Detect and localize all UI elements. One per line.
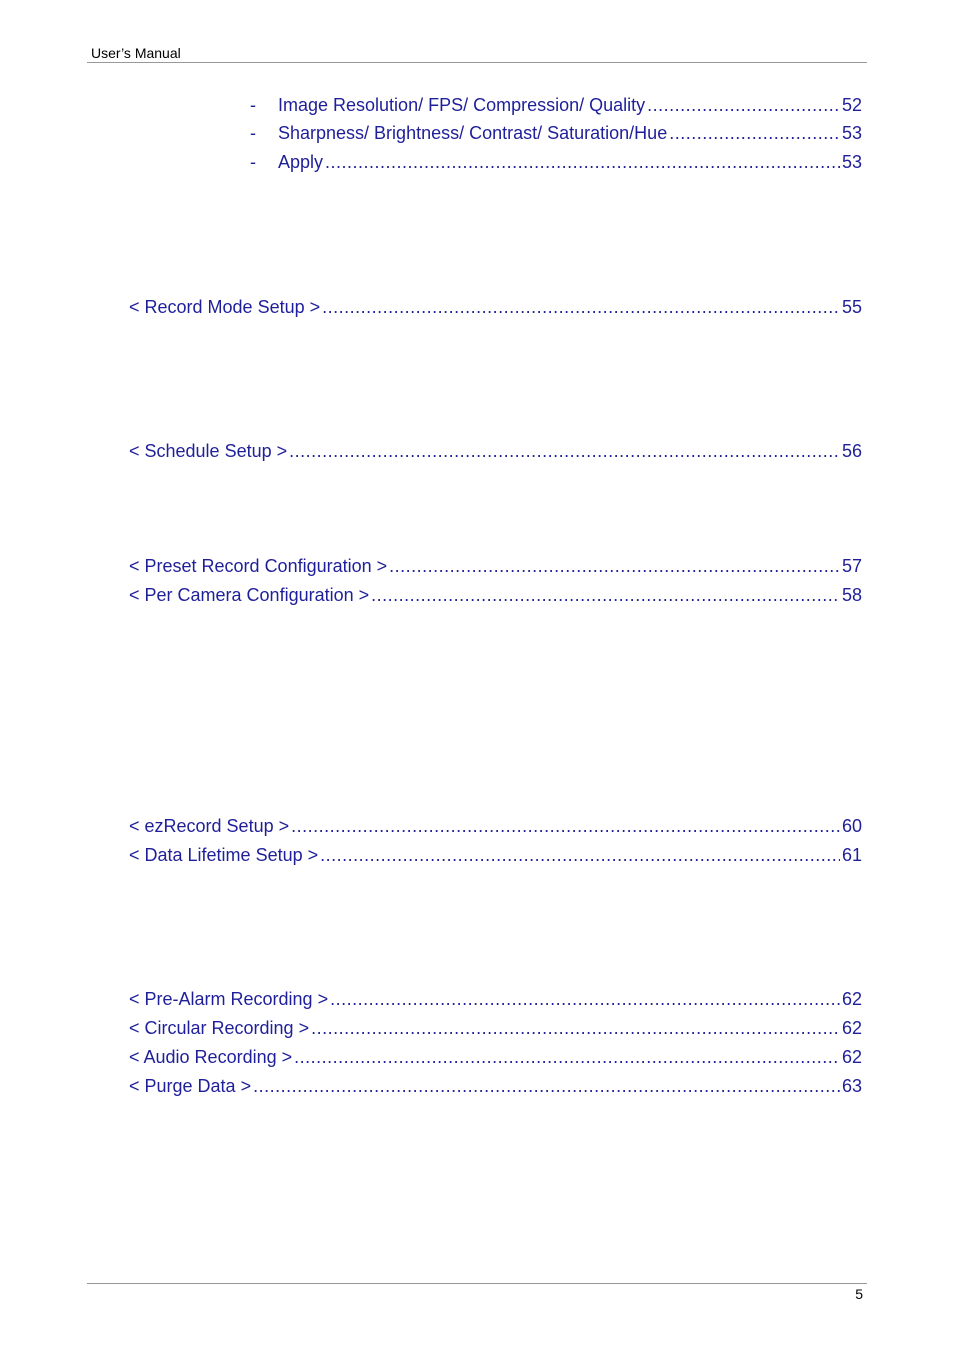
toc-entry-page: 62: [841, 989, 862, 1009]
toc-entry-label: < Data Lifetime Setup >: [129, 845, 319, 865]
toc-entry-page: 57: [841, 556, 862, 576]
header-title: User’s Manual: [91, 45, 181, 61]
toc-entry-schedule-setup[interactable]: [129, 440, 862, 462]
toc-entry-page: 56: [841, 441, 862, 461]
toc-entry-label: < Pre-Alarm Recording >: [129, 989, 329, 1009]
toc-entry-page: 52: [841, 95, 862, 115]
toc-entry-label: < Purge Data >: [129, 1076, 252, 1096]
toc-entry-page: 63: [841, 1076, 862, 1096]
toc-entry-page: 60: [841, 816, 862, 836]
toc-entry-label: Apply: [278, 152, 324, 172]
toc-entry-audio-recording[interactable]: [129, 1046, 862, 1068]
toc-entry-data-lifetime-setup[interactable]: [129, 844, 862, 866]
dot-leader: [291, 815, 840, 837]
toc-entry-page: 58: [841, 585, 862, 605]
toc-entry-label: < Preset Record Configuration >: [129, 556, 388, 576]
toc-entry-circular-recording[interactable]: [129, 1017, 862, 1039]
dot-leader: [325, 151, 840, 173]
toc-entry-page: 53: [841, 152, 862, 172]
toc-entry-purge-data[interactable]: [129, 1075, 862, 1097]
toc-entry-label: < Schedule Setup >: [129, 441, 288, 461]
dot-leader: [311, 1017, 840, 1039]
toc-entry-label: Sharpness/ Brightness/ Contrast/ Saturation/Hue: [278, 123, 668, 143]
toc-entry-page: 61: [841, 845, 862, 865]
toc-entry-per-camera-configuration[interactable]: [129, 584, 862, 606]
toc-entry-label: < Record Mode Setup >: [129, 297, 321, 317]
toc-entry-ezrecord-setup[interactable]: [129, 815, 862, 837]
dot-leader: [320, 844, 840, 866]
toc-entry-apply[interactable]: [250, 151, 862, 173]
dot-leader: [647, 94, 840, 116]
dot-leader: [389, 555, 840, 577]
bullet-dash: -: [250, 152, 256, 172]
toc-entry-sharpness[interactable]: [250, 122, 862, 144]
toc-entry-pre-alarm-recording[interactable]: [129, 988, 862, 1010]
toc-entry-record-mode-setup[interactable]: [129, 296, 862, 318]
toc-entry-label: < Per Camera Configuration >: [129, 585, 370, 605]
dot-leader: [330, 988, 840, 1010]
header-divider: [87, 62, 867, 63]
dot-leader: [322, 296, 840, 318]
dot-leader: [253, 1075, 840, 1097]
toc-entry-page: 53: [841, 123, 862, 143]
toc-entry-preset-record-configuration[interactable]: [129, 555, 862, 577]
page-number: 5: [855, 1286, 863, 1302]
bullet-dash: -: [250, 123, 256, 143]
toc-entry-label: Image Resolution/ FPS/ Compression/ Quality: [278, 95, 646, 115]
toc-entry-page: 62: [841, 1018, 862, 1038]
dot-leader: [371, 584, 840, 606]
toc-entry-page: 55: [841, 297, 862, 317]
toc-entry-page: 62: [841, 1047, 862, 1067]
dot-leader: [294, 1046, 840, 1068]
toc-entry-label: < Circular Recording >: [129, 1018, 310, 1038]
dot-leader: [669, 122, 840, 144]
toc-entry-label: < ezRecord Setup >: [129, 816, 290, 836]
footer-divider: [87, 1283, 867, 1284]
toc-entry-label: < Audio Recording >: [129, 1047, 293, 1067]
dot-leader: [289, 440, 840, 462]
toc-entry-image-resolution[interactable]: [250, 94, 862, 116]
bullet-dash: -: [250, 95, 256, 115]
